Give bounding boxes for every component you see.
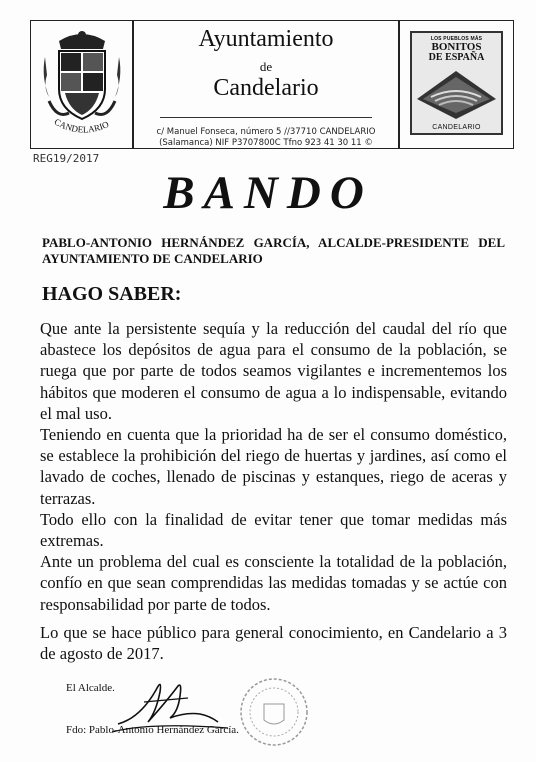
pueblos-bonitos-logo <box>410 31 503 135</box>
crest-box <box>31 21 134 148</box>
signatory-name: Fdo: Pablo-Antonio Hernández García. <box>66 724 239 736</box>
letterhead-address <box>134 127 398 149</box>
address-line-1: c/ Manuel Fonseca, número 5 //37710 CANDELARIO <box>156 127 376 137</box>
coat-of-arms-icon <box>39 27 125 142</box>
crest-label: CANDELARIO <box>52 116 111 135</box>
section-heading: HAGO SABER: <box>42 283 182 305</box>
body-paragraph-2: Teniendo en cuenta que la prioridad ha de ser el consumo doméstico, se establece la prohibición del riego de huertas y jardines, así como el lavado de coches, llenado de piscinas y estanques, riego de aceras y terrazas. <box>40 425 507 508</box>
letterhead-divider <box>160 117 372 118</box>
official-seal-icon <box>238 676 310 748</box>
registry-number: REG19/2017 <box>33 152 100 165</box>
mayor-byline: PABLO-ANTONIO HERNÁNDEZ GARCÍA, ALCALDE-PRESIDENTE DEL AYUNTAMIENTO DE CANDELARIO <box>42 235 505 266</box>
body-paragraph-3: Todo ello con la finalidad de evitar tener que tomar medidas más extremas. <box>40 509 507 551</box>
letterhead-title-line3: Candelario <box>213 75 319 101</box>
logo-bonitos-text: BONITOS <box>431 41 482 53</box>
notice-body <box>40 318 507 615</box>
logo-espana-text: DE ESPAÑA <box>428 52 485 63</box>
letterhead-title-line2: de <box>259 59 273 74</box>
letterhead-title-line1: Ayuntamiento <box>198 26 334 52</box>
letterhead <box>30 20 514 149</box>
body-paragraph-1: Que ante la persistente sequía y la reducción del caudal del río que abastece los depósitos de agua para el consumo de la población, se ruega que por parte de todos seamos vigilantes e incrementemos los hábitos que moderen el consumo de agua a lo indispensable, evitando el mal uso. <box>40 319 507 423</box>
signature-role: El Alcalde. <box>66 682 115 694</box>
logo-village-name: CANDELARIO <box>432 124 481 131</box>
address-line-2: (Salamanca) NIF P3707800C Tfno 923 41 30 11 © <box>159 138 373 148</box>
closing-statement: Lo que se hace público para general conocimiento, en Candelario a 3 de agosto de 2017. <box>40 623 507 664</box>
logo-top-text: LOS PUEBLOS MÁS <box>430 36 483 42</box>
body-paragraph-4: Ante un problema del cual es consciente la totalidad de la población, confío en que sean comprendidas las medidas tomadas y se actúe con responsabilidad por parte de todos. <box>40 552 507 614</box>
village-emblem-icon <box>417 67 496 121</box>
letterhead-title-block <box>134 21 398 148</box>
logo-box-wrapper <box>398 21 513 148</box>
document-title: BANDO <box>163 167 373 219</box>
